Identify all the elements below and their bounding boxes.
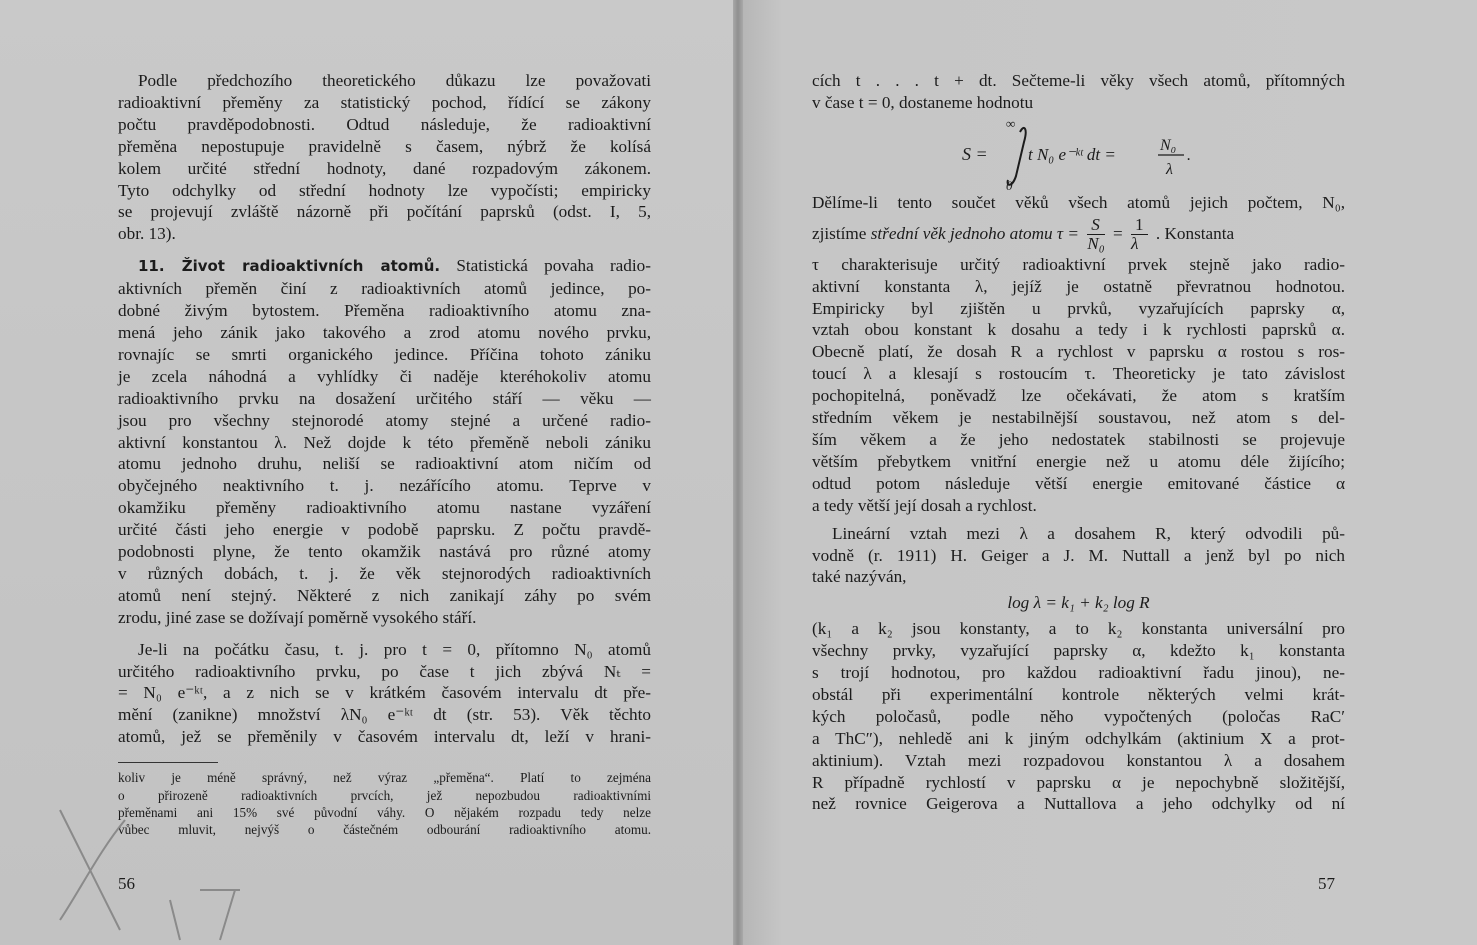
paragraph-geiger-nuttall: [812, 523, 1345, 589]
text-line: vodně (r. 1911) H. Geiger a J. M. Nuttall a jenž byl po nich: [812, 545, 1345, 565]
tau-symbol: τ =: [1056, 223, 1079, 243]
text-line: všechny prvky, vyzařující paprsky α, kdežto k₁ konstanta: [812, 641, 1345, 661]
text-line: a tedy větší její dosah a rychlost.: [812, 495, 1037, 515]
text-line: přeměna nepostupuje pravidelně s časem, nýbrž že kolísá: [118, 136, 651, 156]
text-line: určitého radioaktivního prvku, po čase t jich zbývá Nₜ =: [118, 661, 651, 681]
page-number-right: 57: [1318, 874, 1335, 893]
text-line: cích t . . . t + dt. Sečteme-li věky všech atomů, přítomných: [812, 71, 1345, 90]
formula-integrand: t N₀ e⁻ᵏᵗ dt =: [1028, 144, 1116, 164]
text-line: než rovnice Geigerova a Nuttallova a jeho odchylky od ní: [812, 794, 1345, 814]
text-line: Dělíme-li tento součet věků všech atomů jejich počtem, N₀,: [812, 192, 1345, 212]
page-number-left: 56: [118, 874, 135, 893]
text-line: Tyto odchylky od střední hodnoty lze vypočísti; empiricky: [118, 180, 651, 200]
text-line: Lineární vztah mezi λ a dosahem R, který odvodili pů-: [832, 523, 1345, 543]
text-line: také nazýván,: [812, 567, 907, 587]
text-line: Je-li na počátku času, t. j. pro t = 0, přítomno N₀ atomů: [138, 639, 651, 659]
text-line: ším věkem a že jeho nedostatek stabilnosti se projevuje: [812, 429, 1345, 449]
text-line: zrodu, jiné zase se dožívají poměrně vysokého stáří.: [118, 607, 477, 627]
integral-sign-icon: [1008, 128, 1026, 185]
formula-denominator: λ: [1166, 160, 1173, 178]
text-line: rovnajíc se smrti organického jedince. Příčina tohoto zániku: [118, 344, 651, 364]
text-line: kolem určité střední hodnoty, dané rozpadovým zákonem.: [118, 158, 651, 178]
text-line: větším přebytkem vnitřní energie než u atomu déle žijícího;: [812, 451, 1345, 471]
footnote-line: přeměnami ani 15% své původní váhy. O nějakém rozpadu tedy nelze: [118, 805, 651, 820]
fraction-2-numerator: 1: [1131, 216, 1148, 235]
mean-life-line: [812, 214, 1345, 254]
text-line: v čase t = 0, dostaneme hodnotu: [812, 92, 1034, 112]
mean-life-emphasis: střední věk jednoho atomu: [870, 223, 1053, 243]
text-line: atomů není stejný. Některé z nich zanikají záhy po svém: [118, 585, 651, 605]
footnote-line: koliv je méně správný, než výraz „přeměna“. Platí to zejména: [118, 770, 651, 786]
text-line: kých poločasů, podle něho vypočtených (poločas RaC′: [812, 706, 1345, 726]
text-line: atomů, jež se přeměnily v časovém intervalu dt, leží v hrani-: [118, 727, 651, 747]
footnote-line: o přirozeně radioaktivních prvcích, jež nepozbudou radioaktivními: [118, 787, 651, 803]
log-formula: log λ = k₁ + k₂ log R: [1007, 593, 1150, 613]
text-line: v různých dobách, t. j. že věk stejnorodých radioaktivních: [118, 563, 651, 583]
footnote-line: vůbec mluvit, nejvýš o částečném odbourání radioaktivního atomu.: [118, 822, 651, 838]
text-line: atomu jednoho druhu, neliší se radioaktivní atom ničím od: [118, 454, 651, 474]
text-line: obstál při experimentální kontrole některých velmi krát-: [812, 684, 1345, 704]
section-heading: 11. Život radioaktivních atomů.: [138, 257, 441, 276]
pencil-marks-icon: [30, 790, 290, 945]
text-line: pochopitelná, poněvadž lze očekávati, že atom s kratším: [812, 386, 1345, 406]
text-line: aktivní konstanta λ, jejíž je ostatně převratnou hodnotou.: [812, 276, 1345, 296]
text-line: aktinium). Vztah mezi rozpadovou konstantou λ a dosahem: [812, 750, 1345, 770]
text-line: obr. 13).: [118, 224, 176, 244]
text-line: s trojí hodnotou, pro každou radioaktivní řadu jinou), ne-: [812, 663, 1345, 683]
text-line: obyčejného neaktivního t. j. nezářícího atomu. Teprve v: [118, 476, 651, 496]
formula-lhs: S =: [962, 143, 988, 164]
paragraph-3: [118, 639, 651, 749]
text-line: jsou pro všechny stejnorodé atomy stejné a určené radio-: [118, 410, 651, 430]
text-line: toucí λ a klesají s rostoucím τ. Theoreticky je tato závislost: [812, 364, 1345, 384]
integral-svg: [962, 114, 1202, 192]
paragraph-tau: [812, 254, 1345, 517]
integral-lower-limit: 0: [1006, 177, 1013, 192]
mean-life-prefix: zjistíme: [812, 223, 867, 243]
paragraph-2: [118, 255, 651, 628]
text-line: je zcela náhodná a vyhlídky či naděje kteréhokoliv atomu: [118, 366, 651, 386]
right-text-column: [812, 70, 1345, 815]
paragraph-constants: [812, 618, 1345, 815]
text-line: počtu pravděpodobnosti. Odtud následuje, že radioaktivní: [118, 114, 651, 134]
text-line: a ThC″), nehledě ani k jiným odchylkám (aktinium X a prot-: [812, 728, 1345, 748]
formula-period: .: [1187, 146, 1191, 164]
paragraph-1: [118, 70, 651, 245]
fraction-s-over-n0: [1087, 216, 1104, 253]
text-line: středním věkem je nestabilnější soustavou, než atom s del-: [812, 408, 1345, 428]
paragraph-divide: [812, 192, 1345, 214]
fraction-1-denominator: N₀: [1087, 234, 1105, 254]
text-line: určité části jeho energie v podobě paprsku. Z počtu pravdě-: [118, 520, 651, 540]
book-spine: [733, 0, 743, 945]
text-line: dobné živým bytostem. Přeměna radioaktivního atomu zna-: [118, 301, 651, 321]
text-line: aktivních přeměn činí z radioaktivních atomů jedince, po-: [118, 279, 651, 299]
text-line: se projevují zvláště názorně při počítání paprsků (odst. I, 5,: [118, 202, 651, 222]
formula-numerator: N₀: [1160, 136, 1177, 154]
text-line: radioaktivní přeměny za statistický pochod, řídící se zákony: [118, 92, 651, 112]
fraction-1-numerator: S: [1087, 216, 1104, 235]
footnote-rule: [118, 762, 218, 763]
text-line: aktivní konstantou λ. Než dojde k této přeměně neboli zániku: [118, 432, 651, 452]
text-line: okamžiku přeměny radioaktivního atomu nastane vyzáření: [118, 498, 651, 518]
integral-formula: [812, 114, 1345, 192]
text-line: (k₁ a k₂ jsou konstanty, a to k₂ konstanta universální pro: [812, 619, 1345, 639]
paragraph-continuation: [812, 70, 1345, 114]
text-line: Obecně platí, že dosah R a rychlost v paprsku α rostou s ros-: [812, 342, 1345, 362]
fraction-2-denominator: λ: [1130, 234, 1139, 254]
left-text-column: [118, 70, 651, 839]
text-line: odtud potom následuje větší energie emitované částice α: [812, 473, 1345, 493]
text-line: vztah obou konstant k dosahu a tedy i k rychlosti paprsků α.: [812, 320, 1345, 340]
text-line: τ charakterisuje určitý radioaktivní prvek stejně jako radio-: [812, 254, 1345, 274]
text-line: Empiricky byl zjištěn u prvků, vyzařujících paprsky α,: [812, 298, 1345, 318]
text-line: R případně rychlostí v paprsku α je nepochybně složitější,: [812, 772, 1345, 792]
text-line: Podle předchozího theoretického důkazu lze považovati: [138, 71, 651, 90]
text-line: mění (zanikne) množství λN₀ e⁻ᵏᵗ dt (str. 53). Věk těchto: [118, 705, 651, 725]
fraction-1-over-lambda: [1131, 216, 1148, 253]
text-line: = N₀ e⁻ᵏᵗ, a z nich se v krátkém časovém intervalu dt pře-: [118, 683, 651, 703]
text-line: mená jeho zánik jako takového a zrod atomu nového prvku,: [118, 322, 651, 342]
integral-upper-limit: ∞: [1006, 115, 1016, 131]
mean-life-suffix: . Konstanta: [1155, 223, 1235, 243]
text-line: radioaktivního prvku na dosažení určitého stáří — věku —: [118, 388, 651, 408]
section-first-line: Statistická povaha radio-: [456, 256, 651, 276]
text-line: podobnosti plyne, že tento okamžik nastává pro různé atomy: [118, 542, 651, 562]
equals-sign: =: [1112, 223, 1123, 243]
